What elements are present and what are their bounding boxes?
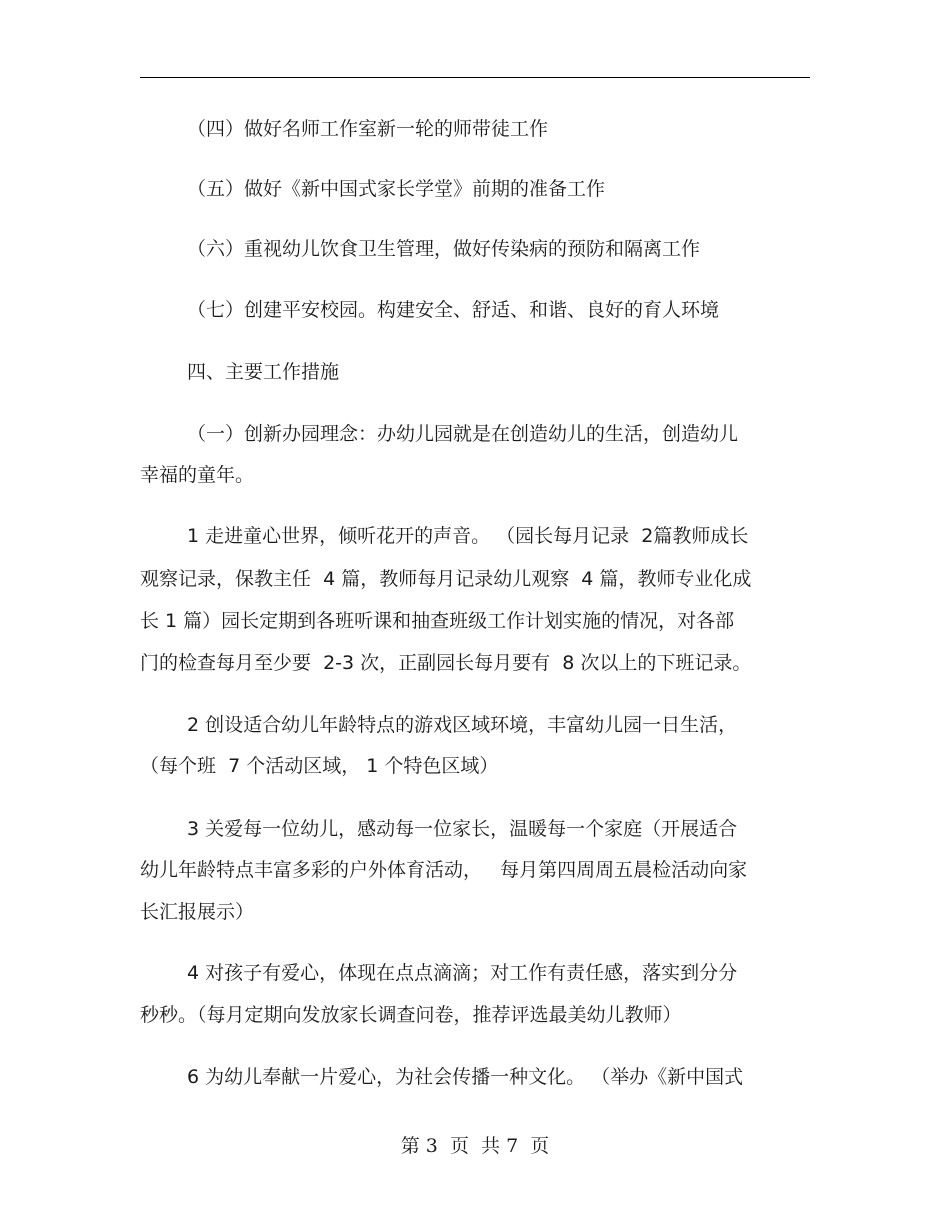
text-line: （一）创新办园理念：办幼儿园就是在创造幼儿的生活，创造幼儿 — [187, 423, 739, 445]
text-line: 3 关爱每一位幼儿，感动每一位家长，温暖每一个家庭（开展适合 — [187, 818, 738, 840]
text-line: 1 走进童心世界，倾听花开的声音。 （园长每月记录 2篇教师成长 — [187, 525, 749, 547]
text-line: （每个班 7 个活动区域， 1 个特色区域） — [140, 755, 499, 777]
text-line: 4 对孩子有爱心，体现在点点滴滴；对工作有责任感，落实到分分 — [187, 962, 738, 984]
text-line: 幼儿年龄特点丰富多彩的户外体育活动， 每月第四周周五晨检活动向家 — [140, 859, 748, 881]
page-number-footer: 第 3 页 共 7 页 — [400, 1135, 550, 1157]
text-line: （四）做好名师工作室新一轮的师带徒工作 — [187, 118, 549, 140]
text-line: （七）创建平安校园。构建安全、舒适、和谐、良好的育人环境 — [187, 299, 720, 321]
text-line: （五）做好《新中国式家长学堂》前期的准备工作 — [187, 178, 606, 200]
text-line: 门的检查每月至少要 2-3 次，正副园长每月要有 8 次以上的下班记录。 — [140, 652, 752, 674]
text-line: 6 为幼儿奉献一片爱心，为社会传播一种文化。 （举办《新中国式 — [187, 1066, 744, 1088]
text-line: 幸福的童年。 — [140, 464, 255, 486]
text-line: 2 创设适合幼儿年龄特点的游戏区域环境，丰富幼儿园一日生活， — [187, 714, 738, 736]
text-line: （六）重视幼儿饮食卫生管理，做好传染病的预防和隔离工作 — [187, 238, 701, 260]
text-line: 观察记录，保教主任 4 篇，教师每月记录幼儿观察 4 篇，教师专业化成 — [140, 568, 752, 590]
text-line: 秒秒。（每月定期向发放家长调查问卷，推荐评选最美幼儿教师） — [140, 1004, 682, 1026]
section-heading: 四、主要工作措施 — [187, 361, 340, 383]
text-line: 长汇报展示） — [140, 901, 255, 923]
header-rule — [140, 77, 810, 78]
text-line: 长 1 篇）园长定期到各班听课和抽查班级工作计划实施的情况，对各部 — [140, 610, 735, 632]
